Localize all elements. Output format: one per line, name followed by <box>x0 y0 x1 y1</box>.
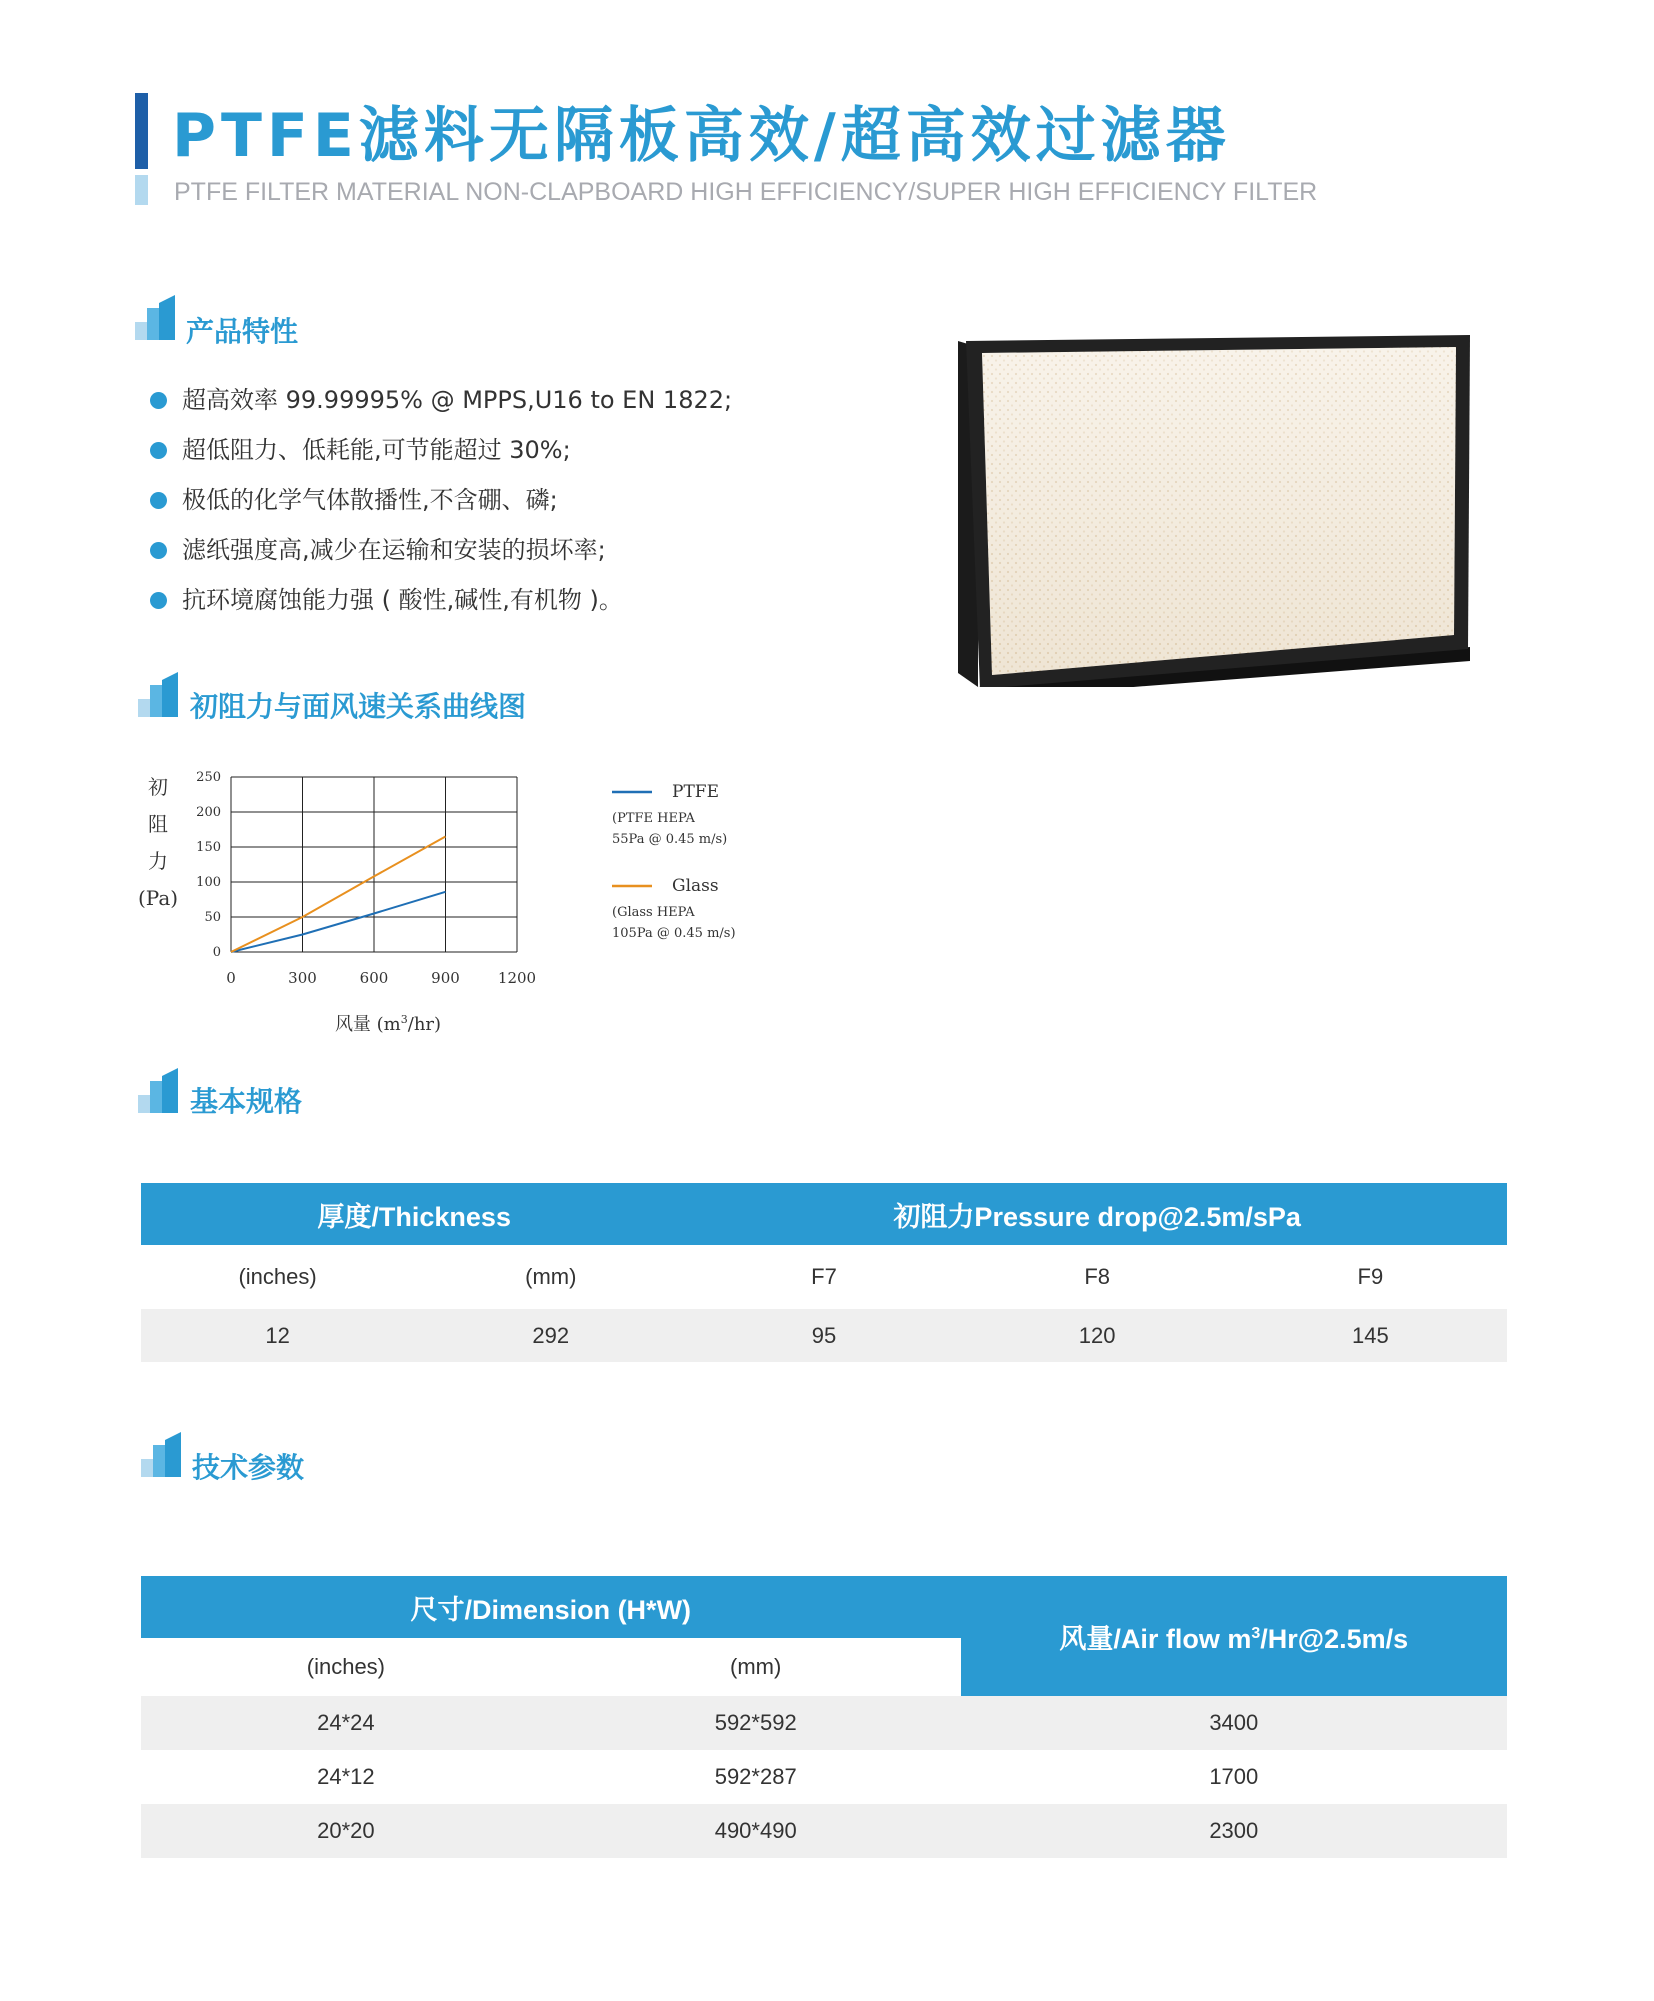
table-row <box>141 1804 1507 1858</box>
table-cell: 1700 <box>1209 1764 1259 1789</box>
y-tick-label: 200 <box>196 805 221 820</box>
y-tick-label: 0 <box>212 945 221 960</box>
section-title-spec: 基本规格 <box>190 1085 303 1118</box>
table-cell: 120 <box>961 1309 1234 1362</box>
x-tick-label: 300 <box>288 969 317 987</box>
feature-item: 极低的化学气体散播性,不含硼、磷; <box>148 475 732 525</box>
pressure-airflow-chart <box>130 765 810 1045</box>
table-cell: 592*592 <box>551 1696 961 1750</box>
page-title: PTFE滤料无隔板高效/超高效过滤器 <box>172 101 1231 171</box>
bullet-icon <box>150 542 167 559</box>
bullet-icon <box>150 492 167 509</box>
table-cell: 592*287 <box>714 1764 797 1789</box>
legend-note: (PTFE HEPA <box>612 811 695 826</box>
x-tick-label: 1200 <box>497 969 537 987</box>
feature-list <box>148 375 732 625</box>
table-subheader: F8 <box>1084 1264 1110 1289</box>
table-cell: 12 <box>141 1309 414 1362</box>
series-line-ptfe <box>231 892 446 952</box>
table-cell: 24*24 <box>141 1696 551 1750</box>
table-cell: 490*490 <box>551 1804 961 1858</box>
y-tick-label: 150 <box>196 840 221 855</box>
feature-item: 超低阻力、低耗能,可节能超过 30%; <box>148 425 732 475</box>
x-axis-label: 风量 $(m^3/hr)$ <box>334 1013 442 1035</box>
section-bars-icon <box>138 672 178 717</box>
feature-item: 抗环境腐蚀能力强 ( 酸性,碱性,有机物 )。 <box>148 575 732 625</box>
table-cell: 145 <box>1234 1309 1507 1362</box>
table-cell: 292 <box>414 1309 687 1362</box>
table-cell: 2300 <box>961 1804 1507 1858</box>
table-cell: 24*12 <box>317 1764 375 1789</box>
table-subheader: F9 <box>1357 1264 1384 1289</box>
table-subheader: (mm) <box>525 1264 577 1289</box>
x-tick-label: 0 <box>226 969 236 987</box>
bullet-icon <box>150 592 167 609</box>
bullet-icon <box>150 442 167 459</box>
y-axis-label: 阻 <box>148 812 168 836</box>
table-cell: 3400 <box>961 1696 1507 1750</box>
dimension-header: 尺寸/Dimension (H*W) <box>141 1576 961 1638</box>
pressure-drop-header: 初阻力Pressure drop@2.5m/sPa <box>687 1183 1507 1245</box>
section-title-chart: 初阻力与面风速关系曲线图 <box>190 690 527 723</box>
table-subheader: (inches) <box>306 1654 386 1679</box>
table-subheader: (inches) <box>238 1264 317 1289</box>
legend-note: 105Pa @ 0.45 m/s) <box>612 926 736 941</box>
section-bars-icon <box>135 295 175 340</box>
y-axis-label: 初 <box>148 775 168 799</box>
subtitle-accent-bar <box>135 175 148 205</box>
table-row <box>141 1696 1507 1750</box>
legend-note: 55Pa @ 0.45 m/s) <box>612 832 728 847</box>
section-bars-icon <box>138 1068 178 1113</box>
table-subheader: F7 <box>811 1264 837 1289</box>
y-tick-label: 100 <box>196 875 221 890</box>
table-row <box>141 1309 1507 1362</box>
section-title-tech: 技术参数 <box>192 1451 305 1484</box>
airflow-header: 风量/Air flow $m^3/Hr@2.5m/s$ <box>961 1576 1507 1696</box>
table-row <box>141 1750 1507 1804</box>
section-title-features: 产品特性 <box>186 315 299 348</box>
x-tick-label: 600 <box>359 969 389 987</box>
y-axis-label: (Pa) <box>137 886 179 910</box>
x-tick-label: 900 <box>431 969 460 987</box>
series-line-glass <box>231 837 446 953</box>
table-cell: 20*20 <box>141 1804 551 1858</box>
legend-label: Glass <box>672 876 719 896</box>
legend-note: (Glass HEPA <box>612 905 695 920</box>
table-cell: 95 <box>687 1309 960 1362</box>
bullet-icon <box>150 392 167 409</box>
y-tick-label: 250 <box>196 770 221 785</box>
feature-item: 超高效率 99.99995% @ MPPS,U16 to EN 1822; <box>148 375 732 425</box>
table-subheader: (mm) <box>730 1654 782 1679</box>
title-accent-bar <box>135 93 148 169</box>
feature-item: 滤纸强度高,减少在运输和安装的损坏率; <box>148 525 732 575</box>
spec-table <box>141 1183 1507 1362</box>
y-tick-label: 50 <box>204 910 221 925</box>
y-axis-label: 力 <box>148 849 168 873</box>
tech-table <box>141 1576 1507 1858</box>
section-bars-icon <box>141 1432 181 1477</box>
legend-label: PTFE <box>672 782 719 802</box>
page-subtitle: PTFE FILTER MATERIAL NON-CLAPBOARD HIGH EFFICIENCY/SUPER HIGH EFFICIENCY FILTER <box>174 178 1318 206</box>
filter-product-image <box>958 327 1470 687</box>
thickness-header: 厚度/Thickness <box>141 1183 687 1245</box>
